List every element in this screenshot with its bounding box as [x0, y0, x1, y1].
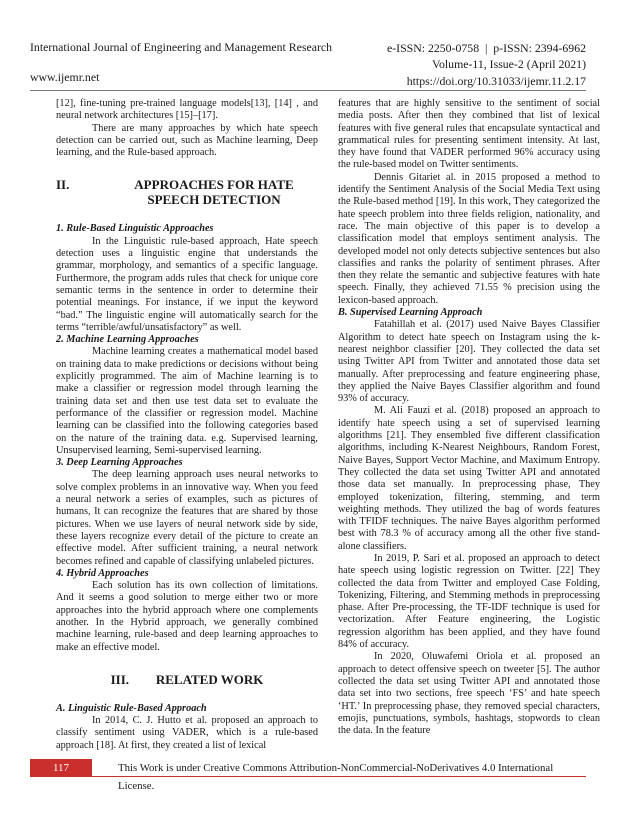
paragraph: M. Ali Fauzi et al. (2018) proposed an approach to identify hate speech using a set of supervised learning algorithms [21]. They ensembled five different classification algorithms, including K-Nearest Neighbours, Random Forest, Naive Bayes, Support Vector Machine, and Maximum Entropy. They collected the data set using Twitter API and annotated those data set manually. In preprocessing phase, They employed tokenization, filtering, stemming, and term weighting methods. They utilized the bag of words features with TFIDF techniques. The naive Bayes algorithm performed best with 78.3 % of accuracy among all the other five stand-alone classifiers. [338, 405, 600, 552]
subsection-heading: A. Linguistic Rule-Based Approach [56, 702, 207, 714]
section-title: RELATED WORK [155, 671, 264, 687]
subsection-heading: 1. Rule-Based Linguistic Approaches [56, 223, 214, 235]
paragraph: Fatahillah et al. (2017) used Naive Bayes Classifier Algorithm to detect hate speech on Instagram using the k-nearest neighbor classifier [20]. They collected the data set using Twitter API from Twitter and annotated those data set manually. After preprocessing and feature engineering phase, they applied the Naive Bayes Classifier algorithm and found 93% of accuracy. [338, 319, 600, 405]
section-heading-related-work [56, 672, 318, 687]
journal-name: International Journal of Engineering and Management Research [30, 40, 333, 54]
subsection-heading: 3. Deep Learning Approaches [56, 457, 183, 469]
license-notice: This Work is under Creative Commons Attribution-NonCommercial-NoDerivatives 4.0 International License. [118, 762, 554, 792]
paragraph: In 2019, P. Sari et al. proposed an approach to detect hate speech using logistic regression on Twitter. [22] They collected the data from Twitter and employed Case Folding, Tokenizing, Filtering, and Stemming methods in preprocessing phase. After Pre-processing, the TF-IDF technique is used for vectorization. After Feature engineering, the Logistic regression algorithm has been applied, and they have found 84% of accuracy. [338, 552, 600, 651]
website-link[interactable]: www.ijemr.net [30, 70, 100, 84]
paragraph: In 2014, C. J. Hutto et al. proposed an approach to classify sentiment using VADER, which is a rule-based approach [18]. At first, they created a list of lexical [56, 715, 318, 751]
paragraph: In the Linguistic rule-based approach, Hate speech detection uses a linguistic engine that understands the grammar, morphology, and semantics of a specific language. Furthermore, the program adds rules that check for unique core semantic terms in the sentence in order to determine their potential meanings. For instance, if we input the keyword “bad.” The linguistic engine will automatically search for the terms “terrible/awful/unsatisfactory” as well. [56, 235, 318, 333]
issn-text: e-ISSN: 2250-0758 | p-ISSN: 2394-6962 [387, 41, 586, 55]
doi-link[interactable]: https://doi.org/10.31033/ijemr.11.2.17 [406, 74, 586, 88]
subsection-heading: 4. Hybrid Approaches [56, 567, 149, 579]
section-number: II. [56, 177, 70, 193]
paragraph: features that are highly sensitive to the sentiment of social media posts. After then they combined that list of lexical features with five general rules that encapsulate syntactical and grammatical rules for presenting sentiment intensity. At last, they have found that VADER performed 96% accuracy using the rule-based model on Twitter sentiments. [338, 98, 600, 171]
journal-issn-block [387, 40, 586, 89]
paragraph: In 2020, Oluwafemi Oriola et al. proposed an approach to detect offensive speech on tweeter [5]. The author collected the data set using Twitter API and annotated those data set into two sections, free speech ‘FS’ and hate speech ‘HT.’ In preprocessing phase, they removed special characters, emojis, punctuations, symbols, hashtags, stopwords to clean the data. In the feature [338, 651, 600, 737]
header-divider [30, 90, 586, 91]
right-column [338, 98, 600, 737]
paragraph: Dennis Gitariet al. in 2015 proposed a method to identify the Sentiment Analysis of the Social Media Text using the Rule-based method [19]. In this work, They categorized the hate speech problem into three fields religion, nationality, and race. The main objective of this paper is to develop a classification model that employs sentiment analysis. The developed model not only detects subjective sentences but also classifies and ranks the polarity of sentiment phrases. After then they relate the semantic and subjective features with hate speech. Finally, they achieved 71.55 % precision using the lexicon-based approach. [338, 171, 600, 306]
section-title: APPROACHES FOR HATE SPEECH DETECTION [134, 177, 294, 208]
paragraph: The deep learning approach uses neural networks to solve complex problems in an innovative way. When you feed a neural network a series of examples, such as pictures of humans, It can recognize the features that are shared by those pictures. When we use layers of neural network side by side, these layers recognize every detail of the picture to create an effective model. After sufficient training, a neural network becomes refined and capable of classifying unlabeled pictures. [56, 469, 318, 567]
left-column [56, 98, 318, 752]
subsection-heading: B. Supervised Learning Approach [338, 307, 483, 319]
paragraph: Machine learning creates a mathematical model based on training data to make predictions or decisions without being explicitly programmed. The aim of Machine learning is to make a classifier or regression model through learning the training data set and then use test data set to evaluate the performance of the classifier or regression model. Machine learning can be classified into the following categories based on the nature of the training data. e.g. Supervised learning, Unsupervised learning, Semi-supervised learning. [56, 346, 318, 456]
section-number: III. [110, 671, 130, 687]
paragraph: Each solution has its own collection of limitations. And it seems a good solution to merge either two or more approaches into the hybrid approach where one complements another. In the Hybrid approach, we generally combined machine learning, rule-based and deep learning approaches to make an effective model. [56, 580, 318, 653]
volume-text: Volume-11, Issue-2 (April 2021) [432, 57, 586, 71]
paragraph: There are many approaches by which hate speech detection can be carried out, such as Machine learning, Deep learning, and the Rule-based approach. [56, 122, 318, 159]
page-number-badge: 117 [30, 759, 92, 777]
paragraph: [12], fine-tuning pre-trained language models[13], [14] , and neural network architectures [15]–[17]. [56, 98, 318, 122]
page-footer [30, 759, 586, 792]
section-heading-approaches [56, 177, 318, 207]
subsection-heading: 2. Machine Learning Approaches [56, 334, 199, 346]
